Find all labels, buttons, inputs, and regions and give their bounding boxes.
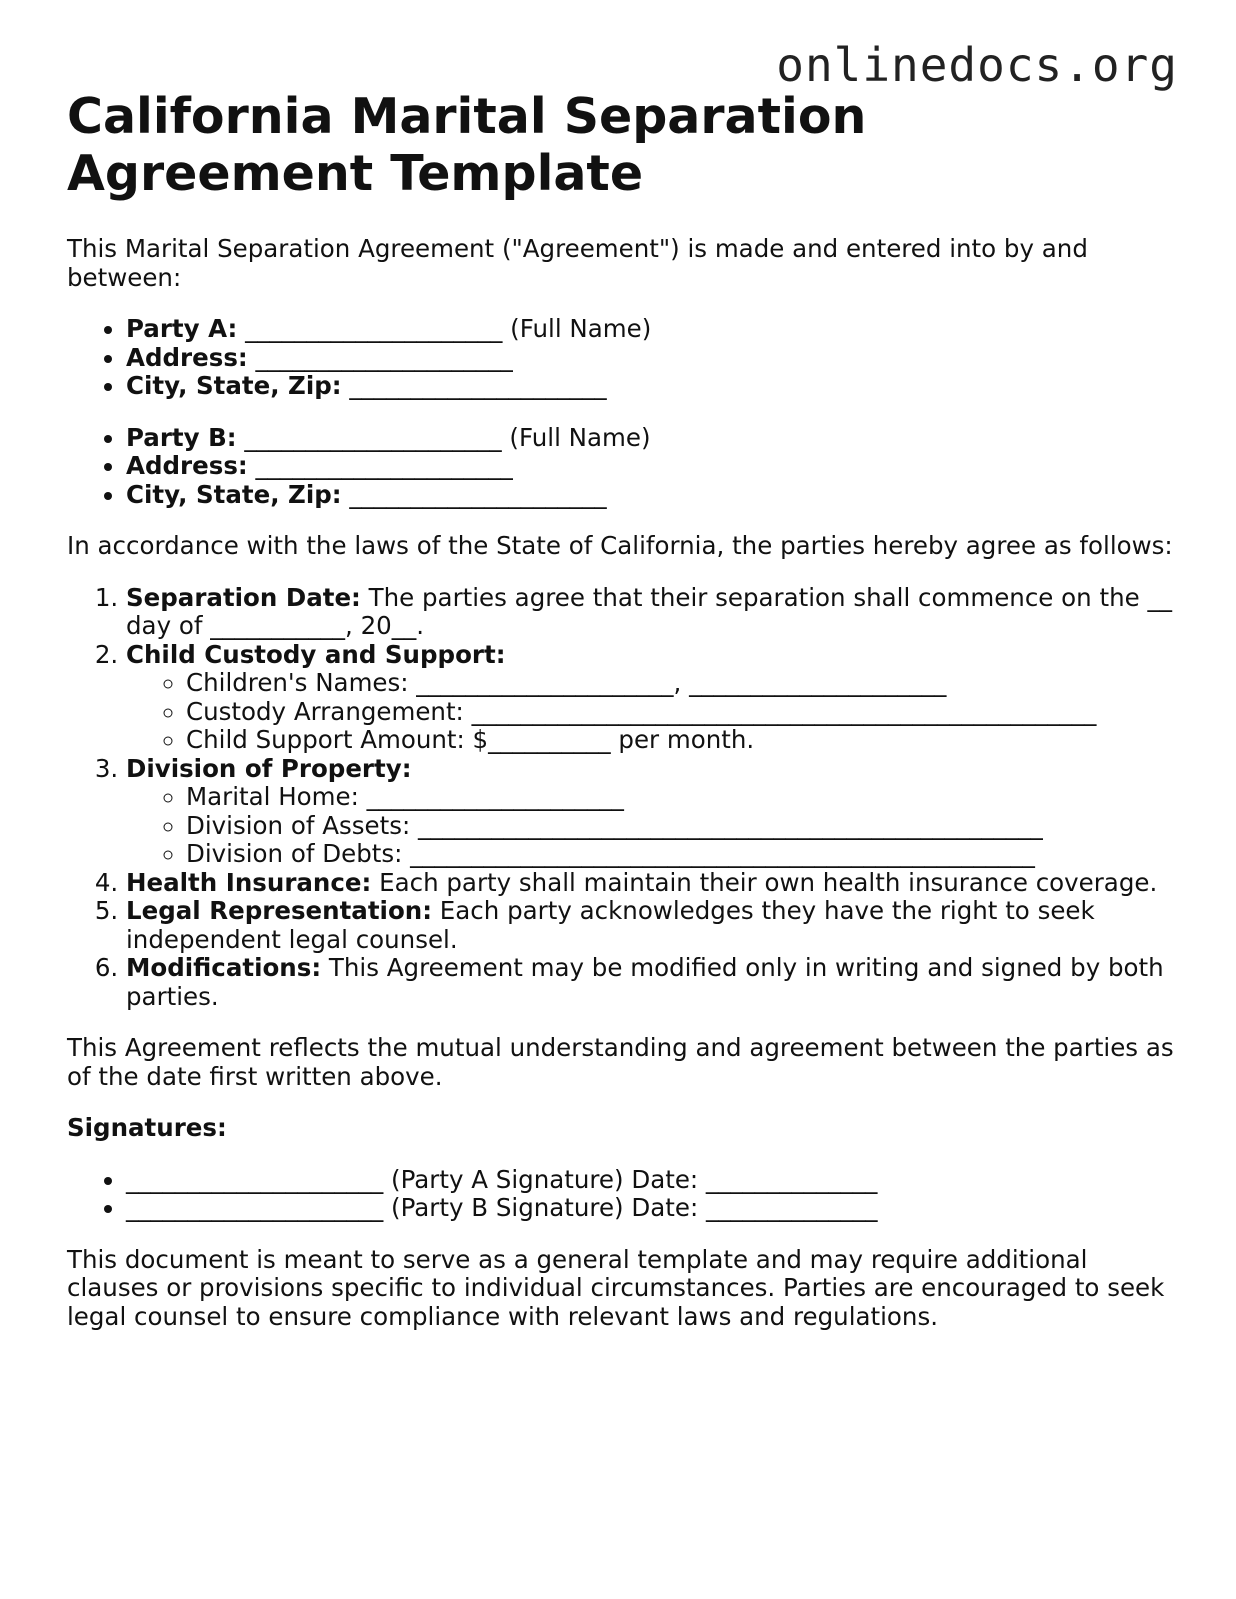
party-b-address-field: _____________________ (247, 451, 513, 480)
property-sublist (126, 783, 1177, 869)
term-2-label: Child Custody and Support: (126, 639, 506, 669)
page-title (67, 88, 1177, 202)
term-5-label: Legal Representation: (126, 896, 433, 925)
term-1-text: The parties agree that their separation shall commence on the __ day of ___________, 20__. (126, 582, 1172, 640)
intro-paragraph: This Marital Separation Agreement ("Agreement") is made and entered into by and between: (67, 234, 1088, 292)
term-4-label: Health Insurance: (126, 867, 372, 897)
child-support-item: ◦ Child Support Amount: $__________ per month. (186, 726, 1177, 755)
terms-list (67, 584, 1177, 1012)
party-b-address-label: Address: (126, 451, 248, 480)
party-b-name-item (126, 424, 1177, 453)
term-1-label: Separation Date: (126, 582, 361, 612)
child-custody-sublist (126, 669, 1177, 755)
term-6-text: This Agreement may be modified only in writing and signed by both parties. (126, 953, 1164, 1011)
party-b-city-field: _____________________ (341, 479, 607, 509)
party-b-city-label: City, State, Zip: (126, 479, 342, 509)
closing-paragraph: This Agreement reflects the mutual understanding and agreement between the parties as of the date first written above. (67, 1033, 1174, 1091)
party-b-name-label: Party B: (126, 422, 237, 452)
party-b-address-item (126, 452, 1177, 481)
party-a-name-label: Party A: (126, 314, 238, 343)
term-child-custody (126, 641, 1177, 755)
title-line-1: California Marital Separation (67, 88, 867, 145)
disclaimer-paragraph: This document is meant to serve as a general template and may require additional clauses or provisions specific to individual circumstances. Parties are encouraged to seek legal counsel to ensure compliance with relevant laws and regulations. (67, 1244, 1165, 1331)
division-assets-item: ◦ Division of Assets: ___________________________________________________ (186, 812, 1177, 841)
party-b-city-item (126, 481, 1177, 510)
term-3-label: Division of Property: (126, 753, 412, 783)
custody-arrangement-item: ◦ Custody Arrangement: ___________________________________________________ (186, 698, 1177, 727)
party-a-address-item (126, 344, 1177, 373)
lead-paragraph: In accordance with the laws of the State of California, the parties hereby agree as follows: (67, 531, 1173, 560)
term-modifications (126, 954, 1177, 1011)
party-b-name-field: _____________________ (Full Name) (236, 422, 651, 452)
party-a-city-item (126, 372, 1177, 401)
term-division-property (126, 755, 1177, 869)
party-a-signature-line: • _____________________ (Party A Signature) Date: ______________ (126, 1166, 1177, 1195)
signatures-list (67, 1166, 1177, 1223)
party-a-city-label: City, State, Zip: (126, 371, 342, 400)
party-a-address-field: _____________________ (247, 342, 513, 372)
party-a-name-item (126, 315, 1177, 344)
document-body (67, 88, 1177, 1331)
party-b-list (67, 424, 1177, 510)
party-b-signature-line: • _____________________ (Party B Signature) Date: ______________ (126, 1194, 1177, 1223)
signatures-heading: Signatures: (67, 1113, 227, 1142)
party-a-city-field: _____________________ (341, 371, 607, 400)
children-names-item: ◦ Children's Names: _____________________, _____________________ (186, 669, 1177, 698)
term-5-text: Each party acknowledges they have the right to seek independent legal counsel. (126, 896, 1095, 954)
term-health-insurance (126, 869, 1177, 898)
division-debts-item: ◦ Division of Debts: ___________________________________________________ (186, 840, 1177, 869)
party-a-address-label: Address: (126, 342, 248, 372)
party-a-list (67, 315, 1177, 401)
term-separation-date (126, 584, 1177, 641)
watermark: onlinedocs.org (776, 38, 1178, 92)
term-legal-representation (126, 897, 1177, 954)
term-4-text: Each party shall maintain their own health insurance coverage. (371, 867, 1158, 897)
marital-home-item: ◦ Marital Home: _____________________ (186, 783, 1177, 812)
party-a-name-field: _____________________ (Full Name) (237, 314, 652, 343)
title-line-2: Agreement Template (67, 145, 644, 202)
term-6-label: Modifications: (126, 953, 322, 982)
